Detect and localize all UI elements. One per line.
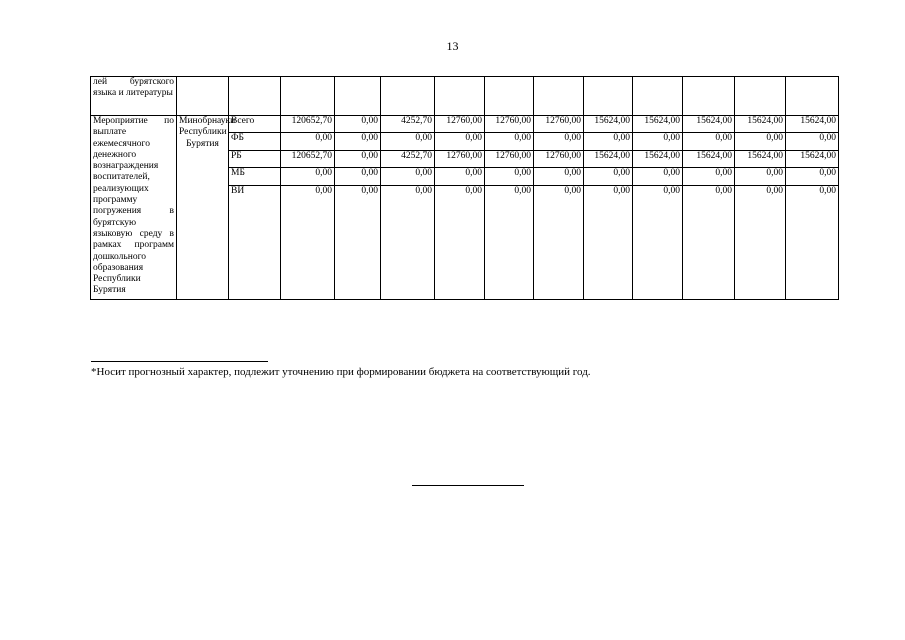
value-cell: 0,00 <box>633 168 683 186</box>
value-cell: 0,00 <box>335 133 381 151</box>
value-cell: 0,00 <box>534 186 584 300</box>
table-row-previous <box>91 77 839 116</box>
value-cell: 0,00 <box>335 151 381 168</box>
value-cell: 0,00 <box>335 116 381 133</box>
value-cell: 12760,00 <box>485 116 534 133</box>
value-cell: 120652,70 <box>281 116 335 133</box>
value-cell: 12760,00 <box>435 151 485 168</box>
funding-source: Всего <box>229 116 281 133</box>
value-cell: 0,00 <box>735 186 786 300</box>
value-cell: 0,00 <box>485 168 534 186</box>
value-cell: 0,00 <box>381 168 435 186</box>
footnote-divider <box>91 361 268 362</box>
value-cell: 15624,00 <box>735 116 786 133</box>
value-cell: 12760,00 <box>534 151 584 168</box>
value-cell: 4252,70 <box>381 116 435 133</box>
funding-source: ВИ <box>229 186 281 300</box>
value-cell: 0,00 <box>435 186 485 300</box>
value-cell: 15624,00 <box>786 116 839 133</box>
value-cell: 15624,00 <box>786 151 839 168</box>
funding-source: МБ <box>229 168 281 186</box>
value-cell: 15624,00 <box>683 116 735 133</box>
value-cell: 15624,00 <box>584 151 633 168</box>
value-cell: 0,00 <box>633 186 683 300</box>
value-cell: 4252,70 <box>381 151 435 168</box>
value-cell: 0,00 <box>683 133 735 151</box>
value-cell: 0,00 <box>534 133 584 151</box>
value-cell: 0,00 <box>281 168 335 186</box>
value-cell: 0,00 <box>281 133 335 151</box>
value-cell: 0,00 <box>485 133 534 151</box>
budget-table <box>90 76 839 300</box>
value-cell: 0,00 <box>381 186 435 300</box>
value-cell: 15624,00 <box>584 116 633 133</box>
value-cell: 0,00 <box>786 168 839 186</box>
value-cell: 12760,00 <box>435 116 485 133</box>
value-cell: 0,00 <box>786 133 839 151</box>
value-cell: 0,00 <box>435 133 485 151</box>
value-cell: 0,00 <box>435 168 485 186</box>
value-cell: 0,00 <box>683 168 735 186</box>
value-cell: 15624,00 <box>683 151 735 168</box>
funding-source: ФБ <box>229 133 281 151</box>
value-cell: 0,00 <box>633 133 683 151</box>
page-number: 13 <box>446 39 459 53</box>
executor: Минобрнауки Республики Бурятия <box>177 116 229 300</box>
value-cell: 12760,00 <box>534 116 584 133</box>
measure-label: Мероприятие по выплате ежемесячного денежного вознаграждения воспитателей, реализующих программу погружения в бурятскую языковую среду в рамках программ дошкольного образования Республики Бурятия <box>91 116 177 300</box>
value-cell: 0,00 <box>735 168 786 186</box>
footnote: *Носит прогнозный характер, подлежит уточнению при формировании бюджета на соответствующий год. <box>91 366 591 378</box>
value-cell: 0,00 <box>735 133 786 151</box>
value-cell: 12760,00 <box>485 151 534 168</box>
value-cell: 120652,70 <box>281 151 335 168</box>
value-cell: 0,00 <box>381 133 435 151</box>
value-cell: 0,00 <box>335 186 381 300</box>
value-cell: 0,00 <box>683 186 735 300</box>
value-cell: 15624,00 <box>633 151 683 168</box>
table-row <box>91 116 839 133</box>
value-cell: 0,00 <box>584 186 633 300</box>
previous-measure-label: лей бурятского языка и литературы <box>91 77 177 116</box>
funding-source: РБ <box>229 151 281 168</box>
value-cell: 15624,00 <box>633 116 683 133</box>
value-cell: 0,00 <box>485 186 534 300</box>
value-cell: 15624,00 <box>735 151 786 168</box>
value-cell: 0,00 <box>281 186 335 300</box>
value-cell: 0,00 <box>584 168 633 186</box>
end-divider <box>412 485 524 486</box>
value-cell: 0,00 <box>786 186 839 300</box>
value-cell: 0,00 <box>534 168 584 186</box>
value-cell: 0,00 <box>335 168 381 186</box>
value-cell: 0,00 <box>584 133 633 151</box>
